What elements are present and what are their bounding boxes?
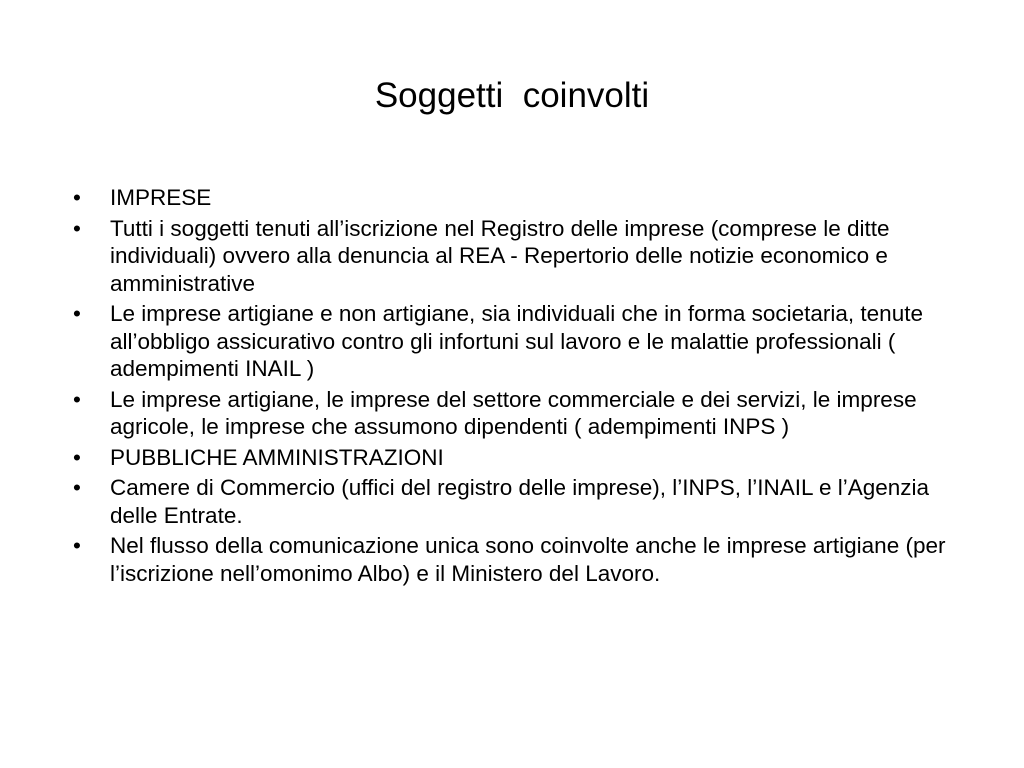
bullet-text: Camere di Commercio (uffici del registro delle imprese), l’INPS, l’INAIL e l’Agenzia delle Entrate. (110, 475, 930, 528)
bullet-icon: • (73, 475, 81, 500)
bullet-item-inail (70, 300, 960, 383)
bullet-icon: • (73, 185, 81, 210)
bullet-text: PUBBLICHE AMMINISTRAZIONI (110, 444, 444, 470)
bullet-icon: • (73, 533, 81, 558)
bullet-item-pubbliche-amministrazioni (70, 444, 960, 472)
bullet-text: Le imprese artigiane, le imprese del settore commerciale e dei servizi, le imprese agricole, le imprese che assumono dipendenti ( adempimenti INPS ) (110, 386, 917, 439)
bullet-icon: • (73, 444, 81, 470)
bullet-text: Nel flusso della comunicazione unica sono coinvolte anche le imprese artigiane (per l’iscrizione nell’omonimo Albo) e il Ministero del Lavoro. (110, 533, 946, 586)
bullet-text: Tutti i soggetti tenuti all’iscrizione nel Registro delle imprese (comprese le ditte individuali) ovvero alla denuncia al REA - Repertorio delle notizie economico e amministrative (110, 215, 890, 296)
bullet-text: IMPRESE (110, 185, 212, 210)
bullet-icon: • (73, 215, 81, 241)
bullet-item-imprese (70, 184, 960, 212)
bullet-text: Le imprese artigiane e non artigiane, sia individuali che in forma societaria, tenute all’obbligo assicurativo contro gli infortuni sul lavoro e le malattie professionali ( adempimenti INAIL ) (110, 301, 923, 381)
bullet-icon: • (73, 301, 81, 326)
bullet-item-camere-di-commercio (70, 474, 960, 529)
bullet-list (70, 184, 960, 590)
slide-title: Soggetti coinvolti (374, 76, 650, 115)
bullet-item-inps (70, 386, 960, 441)
bullet-icon: • (73, 386, 81, 412)
bullet-item-registro-imprese (70, 215, 960, 298)
bullet-item-comunicazione-unica (70, 532, 960, 587)
